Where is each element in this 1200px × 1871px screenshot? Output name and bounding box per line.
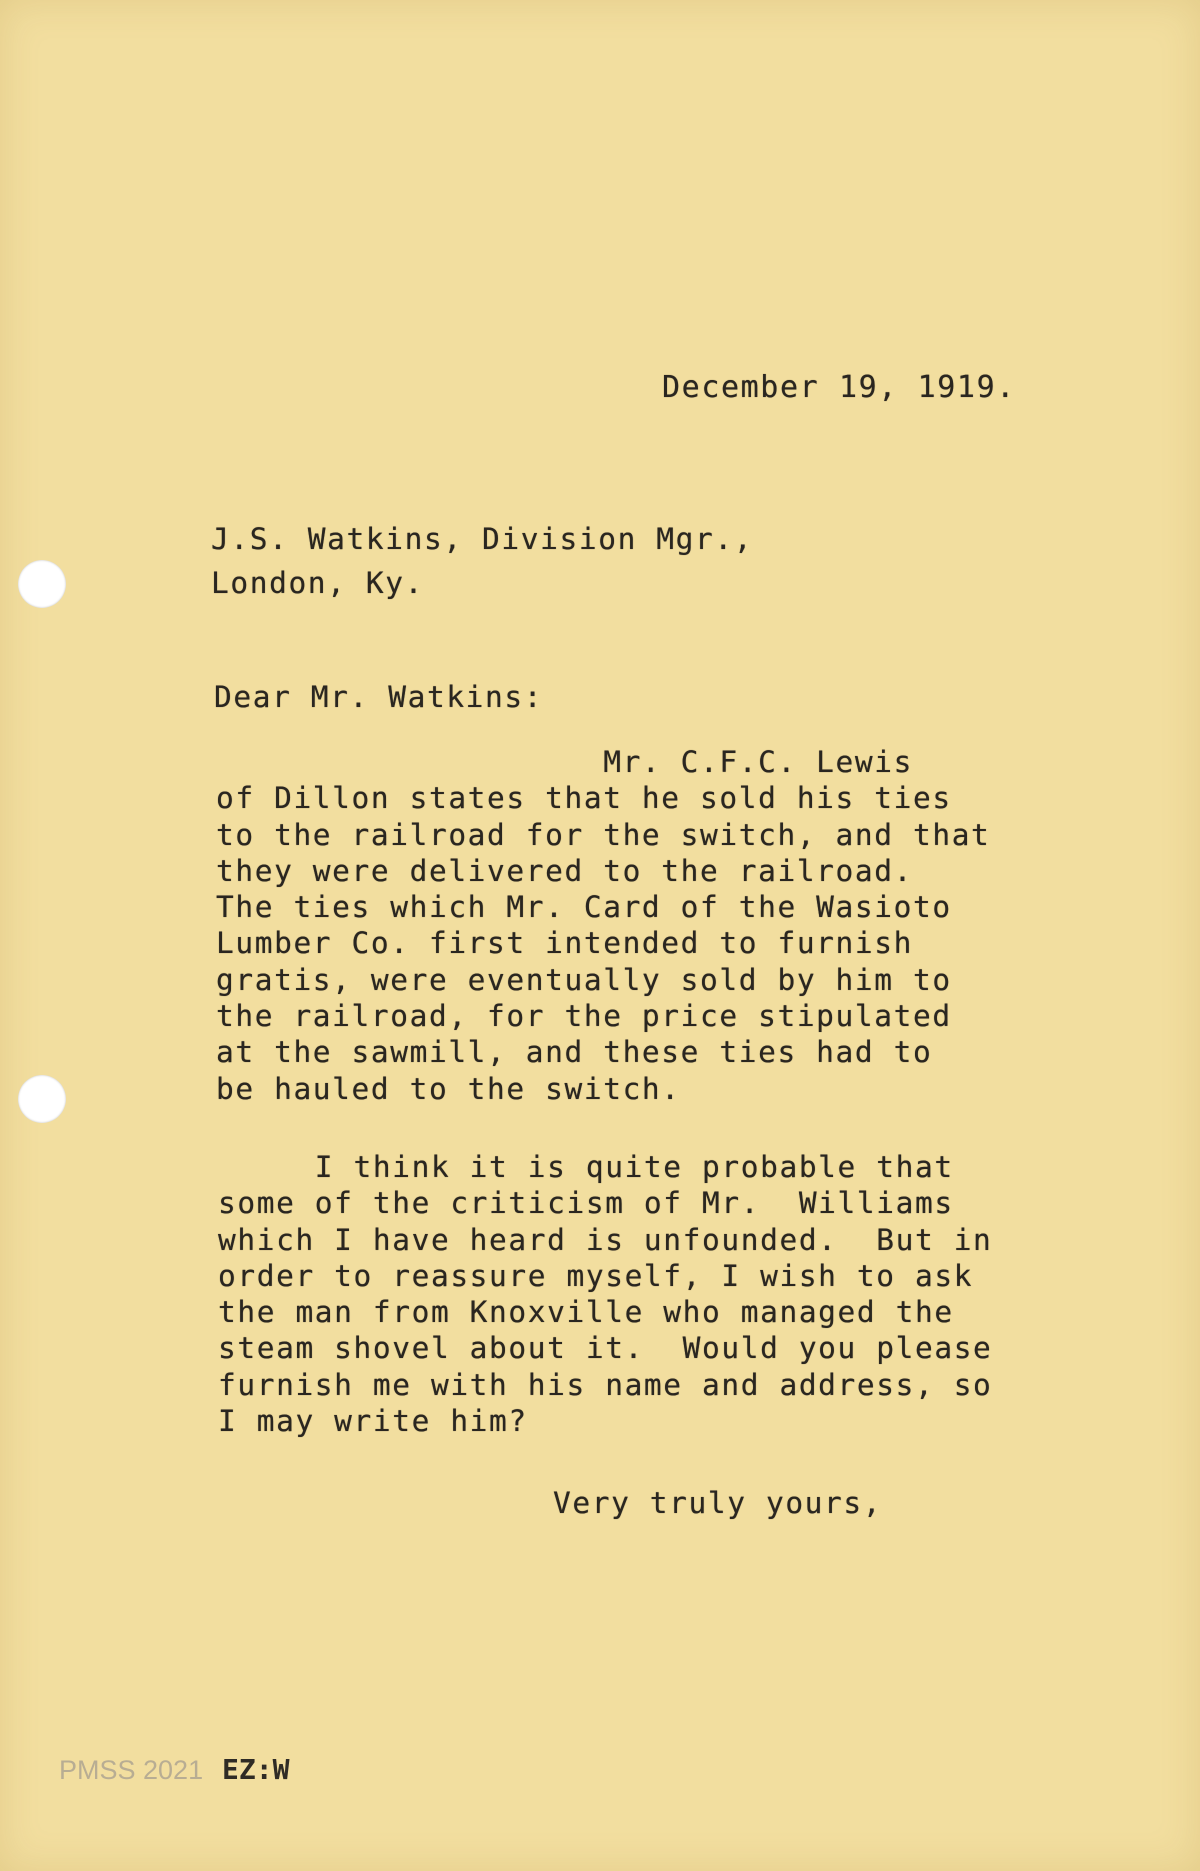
paragraph-1-line: to the railroad for the switch, and that — [216, 817, 991, 852]
archive-stamp: PMSS 2021 — [59, 1755, 204, 1785]
paragraph-1-line: be hauled to the switch. — [216, 1071, 681, 1106]
paragraph-1-line: gratis, were eventually sold by him to — [216, 962, 952, 997]
paragraph-1-line: at the sawmill, and these ties had to — [216, 1035, 933, 1070]
paragraph-2-line: order to reassure myself, I wish to ask — [218, 1258, 974, 1293]
paragraph-2-line: I may write him? — [218, 1404, 528, 1439]
letter-date: December 19, 1919. — [662, 370, 1016, 405]
paragraph-1-line: Mr. C.F.C. Lewis — [216, 745, 913, 779]
paragraph-2-line: furnish me with his name and address, so — [218, 1367, 993, 1402]
paragraph-1-line: they were delivered to the railroad. — [216, 853, 913, 888]
recipient-name-line: J.S. Watkins, Division Mgr., — [211, 522, 754, 556]
paragraph-2-line: I think it is quite probable that — [218, 1150, 954, 1184]
paragraph-2-line: some of the criticism of Mr. Williams — [218, 1186, 954, 1221]
recipient-location-line: London, Ky. — [211, 566, 424, 600]
complimentary-close: Very truly yours, — [553, 1486, 883, 1520]
paragraph-1-line: The ties which Mr. Card of the Wasioto — [216, 890, 952, 925]
paragraph-2 — [218, 1149, 1118, 1439]
punch-hole-bottom — [18, 1075, 66, 1123]
paragraph-1 — [216, 744, 1116, 1107]
paragraph-1-line: Lumber Co. first intended to furnish — [216, 926, 913, 961]
typist-initials: EZ:W — [222, 1753, 290, 1786]
paragraph-2-line: steam shovel about it. Would you please — [218, 1331, 993, 1366]
paragraph-1-line: the railroad, for the price stipulated — [216, 999, 952, 1034]
punch-hole-top — [18, 560, 66, 608]
salutation: Dear Mr. Watkins: — [214, 680, 544, 714]
paragraph-2-line: which I have heard is unfounded. But in — [218, 1222, 993, 1257]
paragraph-2-line: the man from Knoxville who managed the — [218, 1295, 954, 1330]
paragraph-1-line: of Dillon states that he sold his ties — [216, 781, 952, 816]
